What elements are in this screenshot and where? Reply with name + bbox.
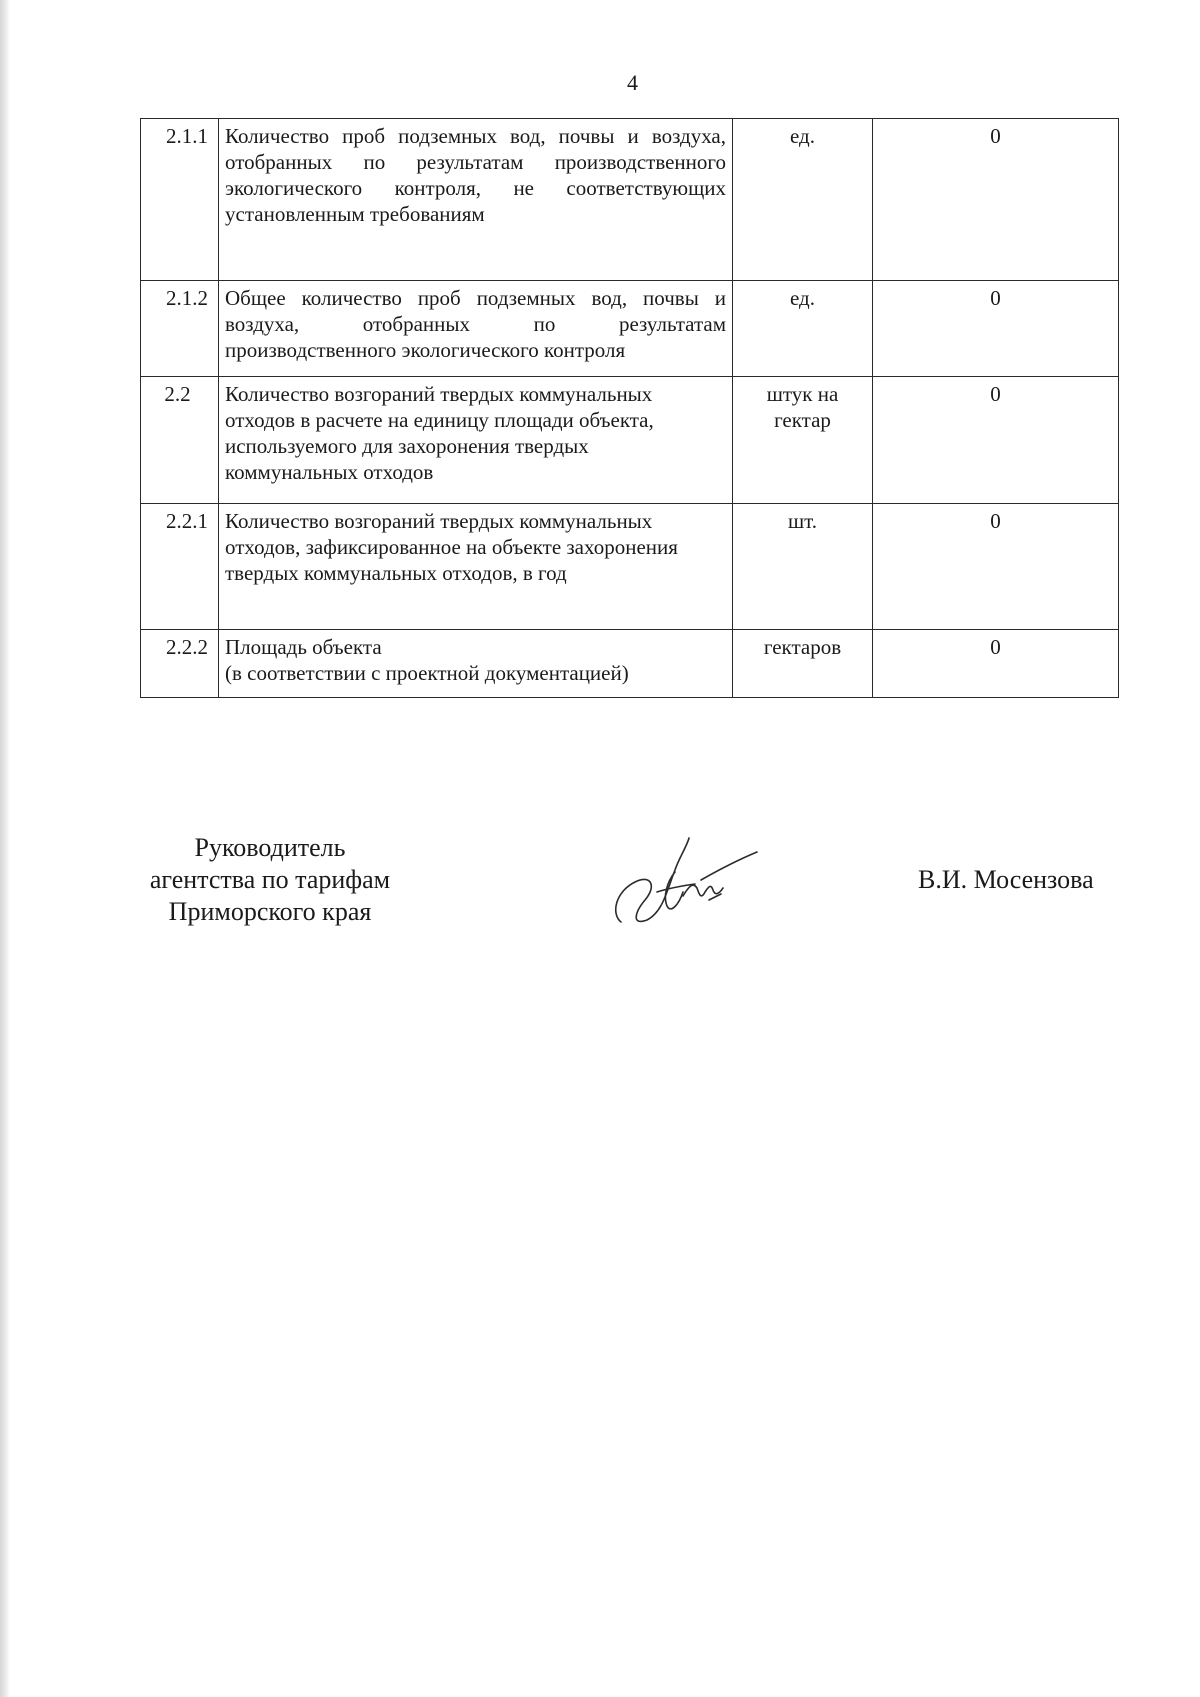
indicator-name xyxy=(219,630,733,698)
value: 0 xyxy=(873,504,1119,630)
unit: ед. xyxy=(733,119,873,281)
row-number: 2.2.1 xyxy=(141,504,219,630)
indicator-name-line1: Площадь объекта xyxy=(225,635,382,659)
indicator-name: Количество возгораний твердых коммунальных отходов в расчете на единицу площади объекта, используемого для захоронения твердых коммунальных отходов xyxy=(219,377,733,504)
unit: штук на гектар xyxy=(733,377,873,504)
handwritten-signature xyxy=(605,830,765,930)
table-row xyxy=(141,119,1119,281)
table-row xyxy=(141,630,1119,698)
value: 0 xyxy=(873,119,1119,281)
value: 0 xyxy=(873,377,1119,504)
signatory-name: В.И. Мосензова xyxy=(918,865,1094,894)
value: 0 xyxy=(873,630,1119,698)
value: 0 xyxy=(873,281,1119,377)
position-line-3: Приморского края xyxy=(168,897,372,926)
row-number: 2.2.2 xyxy=(141,630,219,698)
indicators-table xyxy=(140,118,1119,698)
position-line-1: Руководитель xyxy=(194,833,346,862)
signatory-position xyxy=(135,832,405,928)
table-row xyxy=(141,281,1119,377)
position-line-2: агентства по тарифам xyxy=(149,865,391,894)
page-number: 4 xyxy=(627,70,638,95)
row-number: 2.1.2 xyxy=(141,281,219,377)
unit: шт. xyxy=(733,504,873,630)
indicator-name: Количество возгораний твердых коммунальных отходов, зафиксированное на объекте захоронения твердых коммунальных отходов, в год xyxy=(219,504,733,630)
indicator-name: Общее количество проб подземных вод, почвы и воздуха, отобранных по результатам производственного экологического контроля xyxy=(219,281,733,377)
unit: ед. xyxy=(733,281,873,377)
signature-block xyxy=(0,832,1200,952)
row-number: 2.2 xyxy=(141,377,219,504)
table-row xyxy=(141,377,1119,504)
indicator-name: Количество проб подземных вод, почвы и воздуха, отобранных по результатам производственного экологического контроля, не соответствующих установленным требованиям xyxy=(219,119,733,281)
unit: гектаров xyxy=(733,630,873,698)
row-number: 2.1.1 xyxy=(141,119,219,281)
table-row xyxy=(141,504,1119,630)
indicator-name-line2: (в соответствии с проектной документацией) xyxy=(225,661,629,685)
